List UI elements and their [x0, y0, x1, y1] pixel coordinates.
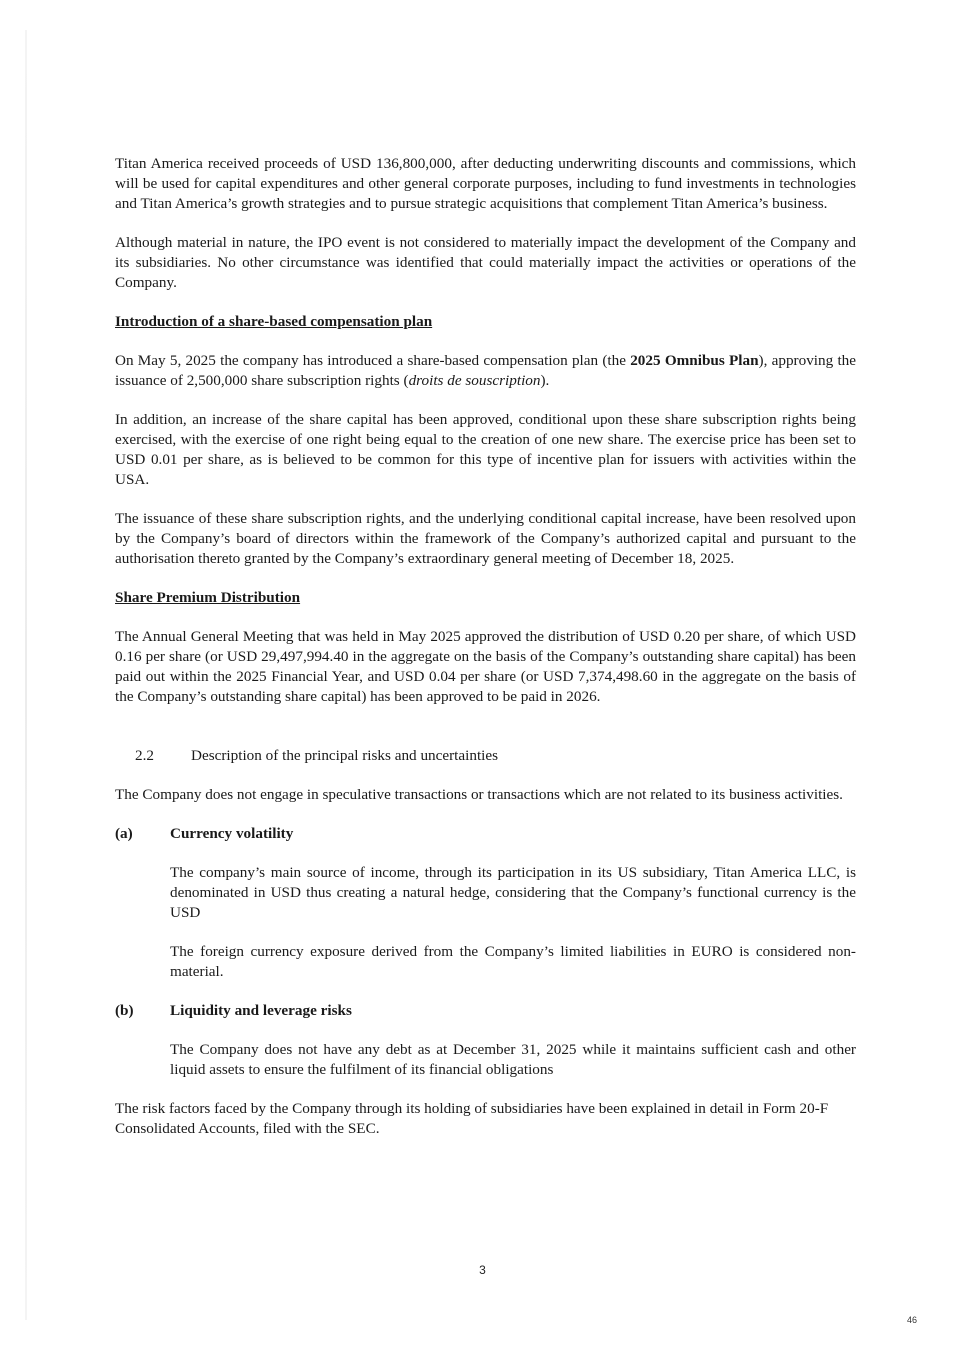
- share-plan-paragraph-1: [115, 351, 856, 391]
- page-number: 3: [479, 1263, 486, 1277]
- plan-name: 2025 Omnibus Plan: [630, 352, 759, 369]
- share-premium-paragraph: The Annual General Meeting that was held in May 2025 approved the distribution of USD 0.20 per share, of which USD 0.16 per share (or USD 29,497,994.40 in the aggregate on the basis of the Company’s outstanding share capital) has been paid out within the 2025 Financial Year, and USD 0.04 per share (or USD 7,374,498.60 in the aggregate on the basis of the Company’s outstanding share capital) has been approved to be paid in 2026.: [115, 628, 856, 705]
- share-plan-heading: Introduction of a share-based compensation plan: [115, 313, 433, 330]
- risks-intro-paragraph: The Company does not engage in speculative transactions or transactions which are not related to its business activities.: [115, 786, 843, 803]
- section-number: 2.2: [135, 747, 154, 764]
- risk-item-title: Liquidity and leverage risks: [170, 1002, 352, 1019]
- ipo-proceeds-paragraph: Titan America received proceeds of USD 136,800,000, after deducting underwriting discounts and commissions, which will be used for capital expenditures and other general corporate purposes, including to fund investments in technologies and Titan America’s growth strategies and to pursue strategic acquisitions that complement Titan America’s business.: [115, 155, 856, 212]
- text-span: On May 5, 2025 the company has introduced a share-based compensation plan (the: [115, 352, 631, 369]
- ipo-impact-paragraph: Although material in nature, the IPO event is not considered to materially impact the development of the Company and its subsidiaries. No other circumstance was identified that could materially impact the activities or operations of the Company.: [115, 234, 856, 291]
- risks-section-title: [135, 746, 856, 766]
- risk-item-paragraph: The Company does not have any debt as at December 31, 2025 while it maintains sufficient cash and other liquid assets to ensure the fulfilment of its financial obligations: [170, 1041, 856, 1078]
- risk-item-title: Currency volatility: [170, 825, 294, 842]
- risk-item-heading-a: [115, 824, 856, 844]
- document-body: [115, 154, 856, 1158]
- text-span: ), approving the issuance of 2,500,000 share subscription rights (: [115, 352, 856, 389]
- risk-item-paragraph: The company’s main source of income, through its participation in its US subsidiary, Titan America LLC, is denominated in USD thus creating a natural hedge, considering that the Company’s functional currency is the USD: [170, 864, 856, 921]
- scan-edge-shadow: [25, 30, 27, 1320]
- risk-item-paragraph: The foreign currency exposure derived from the Company’s limited liabilities in EURO is considered non-material.: [170, 943, 856, 980]
- stamp-number: 46: [907, 1315, 918, 1325]
- risk-item-letter: (b): [115, 1002, 134, 1019]
- text-span: ).: [540, 372, 550, 389]
- risks-closing-paragraph: The risk factors faced by the Company through its holding of subsidiaries have been explained in detail in Form 20-F Consolidated Accounts, filed with the SEC.: [115, 1100, 829, 1137]
- risk-item-heading-b: [115, 1001, 856, 1021]
- share-plan-paragraph-3: The issuance of these share subscription rights, and the underlying conditional capital increase, have been resolved upon by the Company’s board of directors within the framework of the Company’s authorized capital and pursuant to the authorisation thereto granted by the Company’s extraordinary general meeting of December 18, 2025.: [115, 510, 856, 567]
- french-term: droits de souscription: [408, 372, 541, 389]
- section-title-text: Description of the principal risks and uncertainties: [191, 747, 499, 764]
- risk-item-letter: (a): [115, 825, 133, 842]
- share-plan-paragraph-2: In addition, an increase of the share capital has been approved, conditional upon these share subscription rights being exercised, with the exercise of one right being equal to the creation of one new share. The exercise price has been set to USD 0.01 per share, as is believed to be common for this type of incentive plan for issuers with activities within the USA.: [115, 411, 856, 488]
- share-premium-heading: Share Premium Distribution: [115, 589, 301, 606]
